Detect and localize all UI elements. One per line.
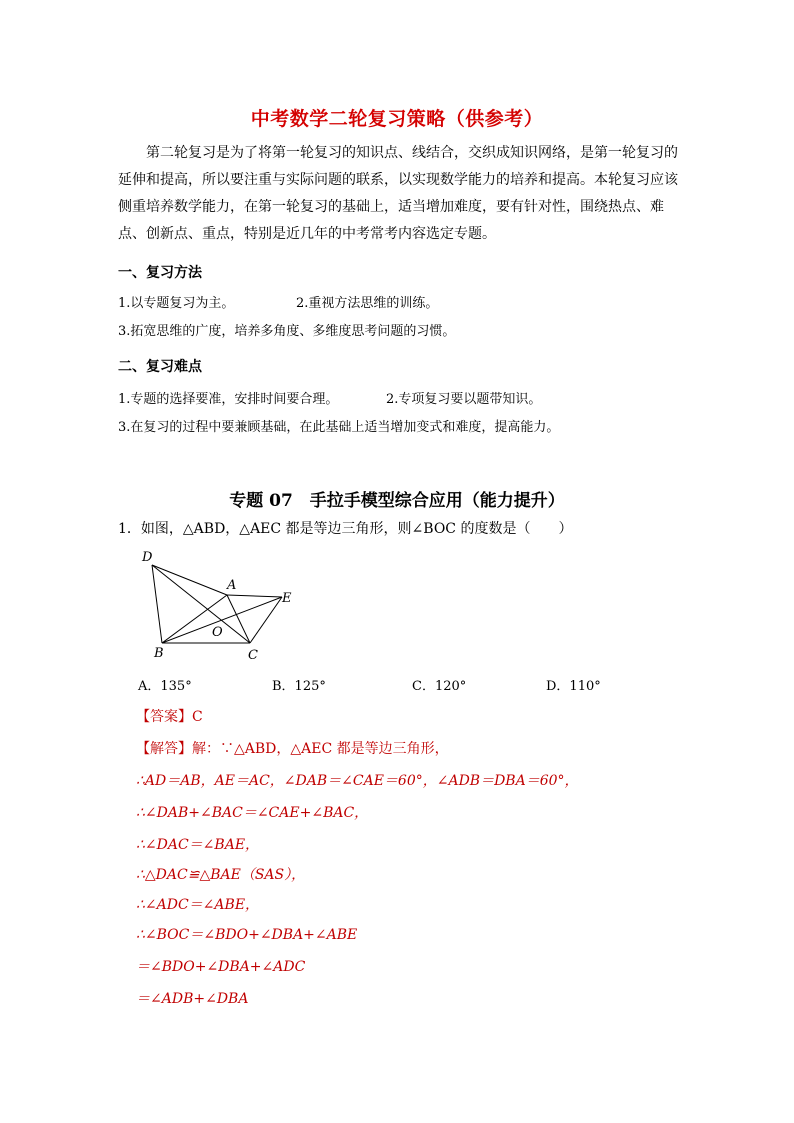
point-label-O: O bbox=[212, 625, 223, 640]
difficulty-item-2: 2.专项复习要以题带知识。 bbox=[386, 392, 542, 407]
point-label-A: A bbox=[227, 578, 237, 593]
line-AC bbox=[227, 595, 250, 643]
solution-line-1 bbox=[136, 738, 449, 758]
solution-text: 解：∵△ABD，△AEC 都是等边三角形， bbox=[192, 741, 449, 757]
intro-paragraph: 第二轮复习是为了将第一轮复习的知识点、线结合，交织成知识网络，是第一轮复习的延伸和提高，所以要注重与实际问题的联系，以实现数学能力的培养和提高。本轮复习应该侧重培养数学能力，在第一轮复习的基础上，适当增加难度，要有针对性，围绕热点、难点、创新点、重点，特别是近几年的中考常考内容选定专题。 bbox=[118, 145, 678, 242]
solution-line-2: ∴AD＝AB，AE＝AC，∠DAB＝∠CAE＝60°，∠ADB＝DBA＝60°， bbox=[136, 773, 579, 789]
solution-line-4: ∴∠DAC＝∠BAE， bbox=[136, 837, 260, 853]
point-label-C: C bbox=[248, 648, 258, 663]
option-c[interactable]: C．120° bbox=[412, 679, 467, 694]
option-d[interactable]: D．110° bbox=[546, 679, 601, 694]
option-b[interactable]: B．125° bbox=[272, 679, 326, 694]
answer-value: C bbox=[192, 709, 203, 725]
topic-title: 专题 07 手拉手模型综合应用（能力提升） bbox=[229, 491, 565, 511]
method-item-2: 2.重视方法思维的训练。 bbox=[296, 296, 439, 311]
answer-label: 【答案】 bbox=[136, 709, 192, 725]
solution-label: 【解答】 bbox=[136, 741, 192, 757]
line-DB bbox=[152, 565, 162, 643]
solution-line-3: ∴∠DAB+∠BAC＝∠CAE+∠BAC， bbox=[136, 805, 369, 821]
difficulty-item-1: 1.专题的选择要准，安排时间要合理。 bbox=[118, 392, 339, 407]
line-DA bbox=[152, 565, 227, 595]
option-a[interactable]: A．135° bbox=[138, 679, 192, 694]
solution-line-8: ＝∠BDO+∠DBA+∠ADC bbox=[136, 959, 306, 975]
section-heading-difficulties: 二、复习难点 bbox=[118, 359, 202, 375]
question-stem: 1．如图，△ABD，△AEC 都是等边三角形，则∠BOC 的度数是（ ） bbox=[118, 521, 573, 537]
point-label-B: B bbox=[154, 646, 164, 661]
point-label-E: E bbox=[282, 591, 292, 606]
method-item-3: 3.拓宽思维的广度，培养多角度、多维度思考问题的习惯。 bbox=[118, 324, 456, 339]
line-AE bbox=[227, 595, 282, 597]
page-title: 中考数学二轮复习策略（供参考） bbox=[250, 108, 544, 130]
difficulty-item-3: 3.在复习的过程中要兼顾基础，在此基础上适当增加变式和难度，提高能力。 bbox=[118, 420, 560, 435]
line-CE bbox=[250, 597, 282, 643]
solution-line-9: ＝∠ADB+∠DBA bbox=[136, 991, 249, 1007]
point-label-D: D bbox=[142, 550, 153, 565]
answer-line bbox=[136, 706, 203, 726]
section-heading-methods: 一、复习方法 bbox=[118, 265, 202, 281]
line-DC bbox=[152, 565, 250, 643]
solution-line-6: ∴∠ADC＝∠ABE， bbox=[136, 897, 260, 913]
solution-line-5: ∴△DAC≌△BAE（SAS）， bbox=[136, 867, 306, 883]
method-item-1: 1.以专题复习为主。 bbox=[118, 296, 235, 311]
solution-line-7: ∴∠BOC＝∠BDO+∠DBA+∠ABE bbox=[136, 927, 358, 943]
geometry-figure bbox=[130, 545, 300, 663]
